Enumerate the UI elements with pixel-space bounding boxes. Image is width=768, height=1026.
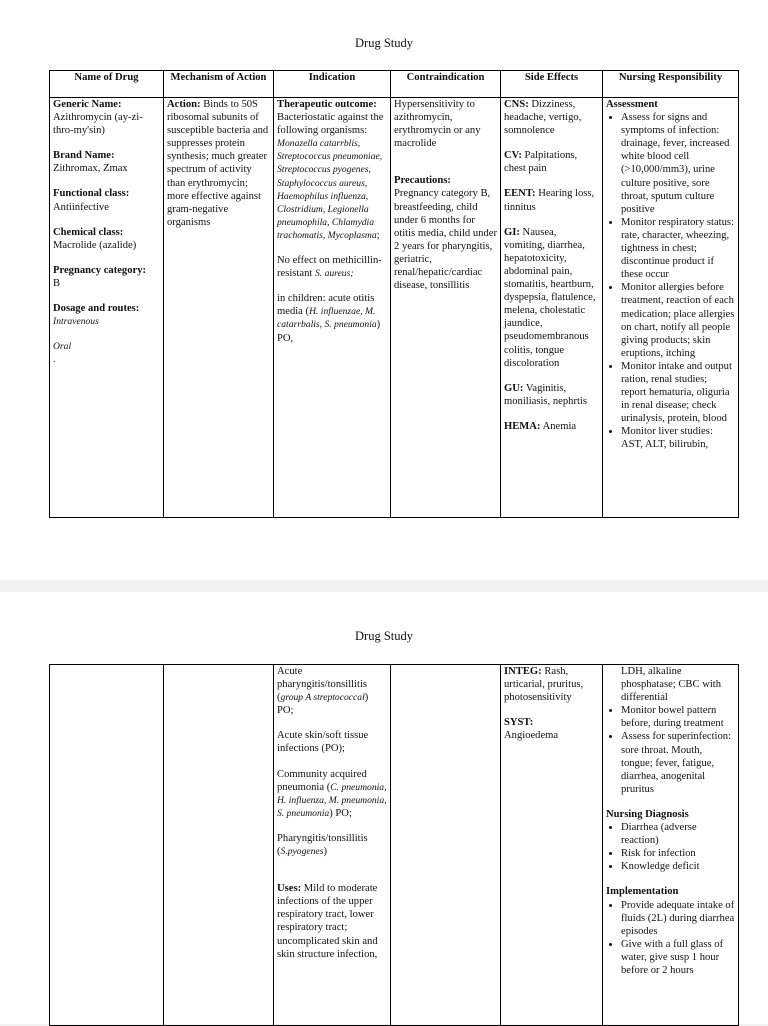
indication-lead: Bacteriostatic against the following organisms: bbox=[277, 112, 384, 137]
side-effect-text: Rash, urticarial, pruritus, photosensitivity bbox=[504, 666, 584, 704]
pregnancy-category-label: Pregnancy category: bbox=[53, 264, 147, 276]
column-header: Mechanism of Action bbox=[164, 71, 274, 98]
precautions-text: Pregnancy category B, breastfeeding, child under 6 months for otitis media, child under 2 years for pharyngitis, geriatric, renal/hepatic/cardiac disease, tonsillitis bbox=[394, 188, 497, 292]
side-effect-label: CNS: bbox=[504, 99, 529, 110]
route-intravenous: Intravenous bbox=[53, 316, 99, 328]
indication-route: ) PO; bbox=[329, 807, 352, 819]
indication-text: Acute pharyngitis/tonsillitis ( bbox=[277, 666, 368, 704]
indication-cell bbox=[274, 665, 391, 1026]
assessment-list bbox=[606, 111, 735, 451]
no-effect-text: No effect on methicillin-resistant bbox=[277, 255, 382, 280]
stray-dot: . bbox=[53, 354, 56, 366]
name-of-drug-cell bbox=[50, 98, 164, 518]
implementation-heading: Implementation bbox=[606, 886, 679, 898]
column-header: Contraindication bbox=[391, 71, 501, 98]
contraindication-text: Hypersensitivity to azithromycin, erythromycin or any macrolide bbox=[394, 99, 481, 150]
list-item: • Give with a full glass of water, give susp 1 hour before or 2 hours bbox=[621, 938, 735, 977]
list-item: • Monitor intake and output ration, renal studies; report hematuria, oliguria in renal disease; check urinalysis, protein, blood bbox=[621, 360, 735, 425]
chemical-class-value: Macrolide (azalide) bbox=[53, 239, 137, 251]
organism-text: S.pyogenes bbox=[280, 846, 324, 858]
side-effects-cell bbox=[501, 98, 603, 518]
side-effect-text: Vaginitis, moniliasis, nephrtis bbox=[504, 382, 587, 407]
indication-cell bbox=[274, 98, 391, 518]
brand-name-value: Zithromax, Zmax bbox=[53, 163, 128, 175]
indication-text: Acute skin/soft tissue infections (PO); bbox=[277, 730, 369, 755]
mechanism-cell bbox=[164, 98, 274, 518]
list-item: • Assess for signs and symptoms of infection: drainage, fever, increased white blood cell (>10,000/mm3), urine culture positive, sore throat, sputum culture positive bbox=[621, 111, 735, 216]
side-effect-text: Dizziness, headache, vertigo, somnolence bbox=[504, 99, 582, 137]
action-text: Binds to 50S ribosomal subunits of susceptible bacteria and suppresses protein synthesis; much greater spectrum of activity than erythromycin; more effective against gram-negative organisms bbox=[167, 99, 269, 228]
indication-text: Community acquired pneumonia ( bbox=[277, 768, 367, 793]
name-of-drug-cell bbox=[50, 665, 164, 1026]
side-effect-text: Angioedema bbox=[504, 730, 559, 742]
side-effect-text: Palpitations, chest pain bbox=[504, 150, 578, 175]
page-title: Drug Study bbox=[355, 629, 413, 643]
precautions-label: Precautions: bbox=[394, 175, 451, 187]
side-effects-cell bbox=[501, 665, 603, 1026]
side-effect-text: Hearing loss, tinnitus bbox=[504, 188, 595, 213]
uses-text: Mild to moderate infections of the upper respiratory tract, lower respiratory tract; uncomplicated skin and skin structure infection, bbox=[277, 883, 378, 960]
organism-text: C. pneumonia, H. influenza, M. pneumonia, S. pneumonia bbox=[277, 781, 387, 819]
contraindication-cell bbox=[391, 98, 501, 518]
list-item: • Monitor liver studies: AST, ALT, bilirubin, bbox=[621, 425, 735, 451]
column-header: Nursing Responsibility bbox=[603, 71, 739, 98]
contraindication-cell bbox=[391, 665, 501, 1026]
table-row bbox=[50, 98, 739, 518]
mechanism-cell bbox=[164, 665, 274, 1026]
list-item: • Monitor allergies before treatment, reaction of each medication; place allergies on chart, notify all people giving products; skin eruptions, itching bbox=[621, 281, 735, 360]
punctuation: ; bbox=[376, 229, 380, 241]
children-route: ) PO, bbox=[277, 319, 381, 344]
list-item: • Monitor respiratory status: rate, character, wheezing, tightness in chest; discontinue product if these occur bbox=[621, 216, 735, 281]
s-aureus-text: S. aureus; bbox=[314, 268, 354, 280]
side-effect-text: Nausea, vomiting, diarrhea, hepatotoxicity, abdominal pain, stomatitis, heartburn, dyspepsia, flatulence, melena, cholestatic jaundice, pseudomembranous colitis, tongue discoloration bbox=[504, 226, 596, 369]
nursing-responsibility-cell bbox=[603, 98, 739, 518]
implementation-list bbox=[606, 899, 735, 978]
functional-class-value: Antiinfective bbox=[53, 201, 109, 213]
chemical-class-label: Chemical class: bbox=[53, 226, 124, 238]
drug-study-table-continued bbox=[49, 664, 739, 1026]
side-effect-label: INTEG: bbox=[504, 666, 542, 677]
drug-study-table bbox=[49, 70, 739, 518]
dosage-routes-label: Dosage and routes: bbox=[53, 303, 140, 315]
list-item: • Provide adequate intake of fluids (2L) during diarrhea episodes bbox=[621, 899, 735, 938]
generic-name-value: Azithromycin (ay-zi-thro-my'sin) bbox=[53, 112, 143, 137]
route-oral: Oral bbox=[53, 341, 72, 353]
side-effect-label: GI: bbox=[504, 226, 520, 238]
assessment-list bbox=[606, 704, 735, 796]
therapeutic-outcome-label: Therapeutic outcome: bbox=[277, 99, 377, 110]
list-item: • Risk for infection bbox=[621, 847, 735, 860]
indication-route: ) PO; bbox=[277, 692, 369, 717]
side-effect-label: HEMA: bbox=[504, 420, 541, 432]
organism-list: Monazella catarrblis, Streptococcus pneumoniae, Streptococcus pyogenes, Staphylococcus aureus, Haemophilus influenza, Clostridium, Legionella pneumophila, Chlamydia trachomatis, Mycoplasma bbox=[277, 138, 383, 241]
table-row bbox=[50, 665, 739, 1026]
action-label: Action: bbox=[167, 99, 201, 110]
column-header: Name of Drug bbox=[50, 71, 164, 98]
side-effect-label: SYST: bbox=[504, 717, 534, 729]
children-text: in children: acute otitis media ( bbox=[277, 293, 375, 318]
side-effect-label: EENT: bbox=[504, 188, 536, 200]
document-page-2 bbox=[0, 592, 768, 1024]
functional-class-label: Functional class: bbox=[53, 188, 130, 200]
organism-text: group A streptococcal bbox=[280, 692, 365, 704]
pregnancy-category-value: B bbox=[53, 277, 61, 289]
nursing-responsibility-cell bbox=[603, 665, 739, 1026]
continued-text: LDH, alkaline phosphatase; CBC with differential bbox=[621, 666, 722, 704]
side-effect-label: CV: bbox=[504, 150, 522, 162]
list-item: • Diarrhea (adverse reaction) bbox=[621, 821, 735, 847]
uses-label: Uses: bbox=[277, 883, 302, 895]
indication-route: ) bbox=[323, 846, 327, 858]
brand-name-label: Brand Name: bbox=[53, 150, 115, 162]
list-item: • Assess for superinfection: sore throat. Mouth, tongue; fever, fatigue, diarrhea, anogenital pruritus bbox=[621, 730, 735, 795]
column-header: Indication bbox=[274, 71, 391, 98]
column-header: Side Effects bbox=[501, 71, 603, 98]
side-effect-label: GU: bbox=[504, 382, 524, 394]
table-header-row bbox=[50, 71, 739, 98]
children-organisms: H. influenzae, M. catarrbalis, S. pneumonia bbox=[277, 306, 377, 331]
page-title: Drug Study bbox=[355, 36, 413, 50]
list-item: • Knowledge deficit bbox=[621, 860, 735, 873]
diagnosis-list bbox=[606, 821, 735, 873]
generic-name-label: Generic Name: bbox=[53, 99, 122, 110]
nursing-diagnosis-heading: Nursing Diagnosis bbox=[606, 808, 689, 820]
list-item: • Monitor bowel pattern before, during treatment bbox=[621, 704, 735, 730]
side-effect-text: Anemia bbox=[542, 420, 577, 432]
assessment-heading: Assessment bbox=[606, 99, 658, 110]
indication-text: Pharyngitis/tonsillitis ( bbox=[277, 832, 368, 858]
